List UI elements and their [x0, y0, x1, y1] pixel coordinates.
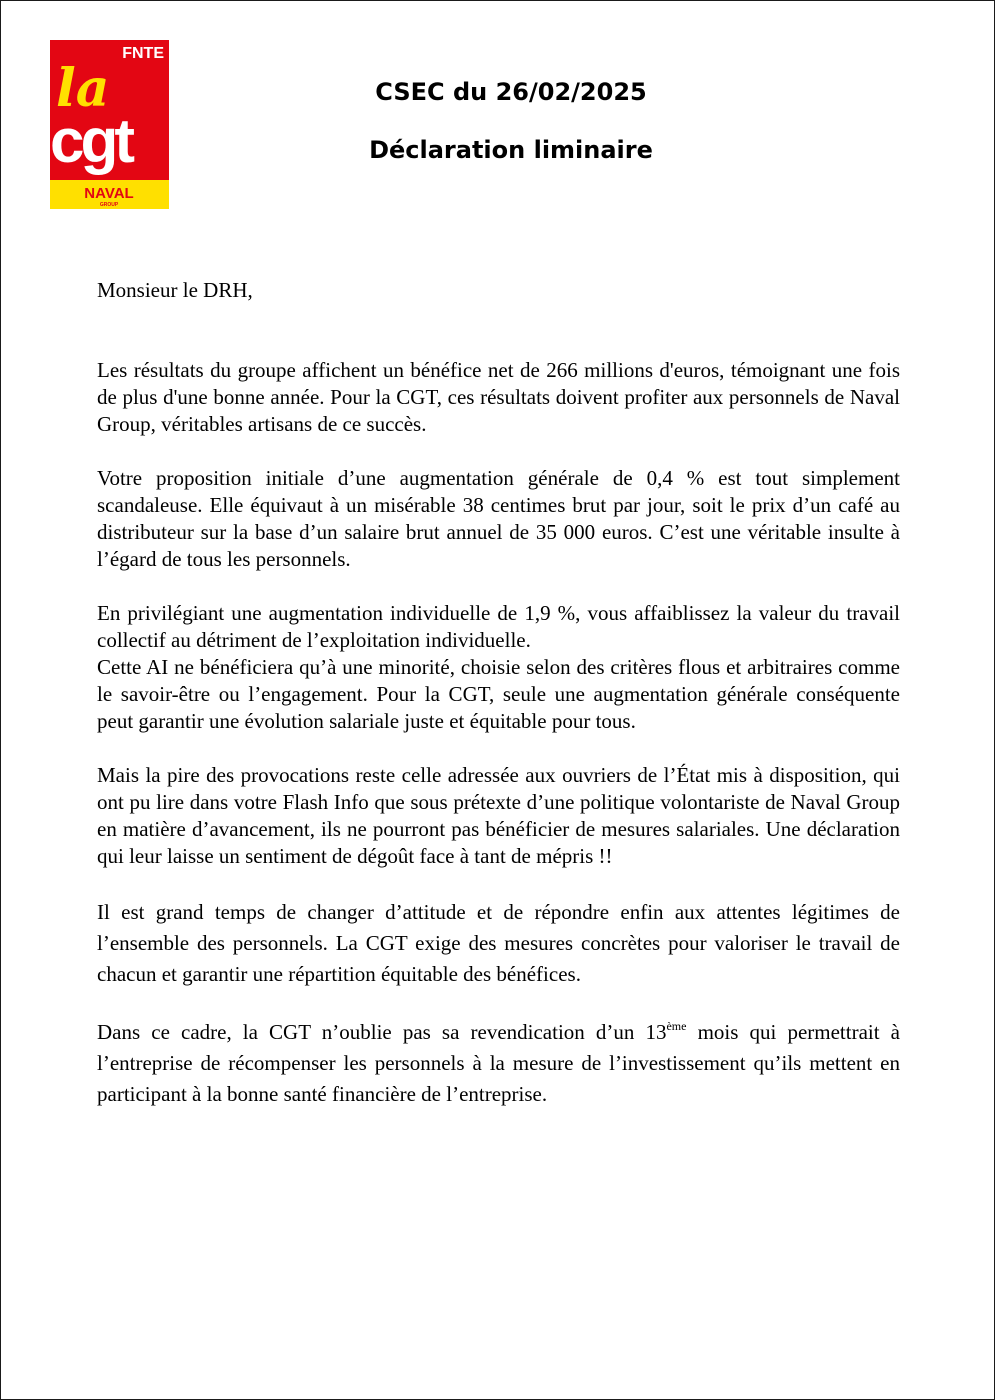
document-subtitle: Déclaration liminaire: [369, 136, 653, 164]
letter-body: [97, 277, 900, 1110]
paragraph-provocation: Mais la pire des provocations reste celle adressée aux ouvriers de l’État mis à disposition, qui ont pu lire dans votre Flash Info que sous prétexte d’une politique volontariste de Naval Group en matière d’avancement, ils ne pourront pas bénéficier de mesures salariales. Une déclaration qui leur laisse un sentiment de dégoût face à tant de mépris !!: [97, 763, 900, 868]
logo-fnte-text: FNTE: [122, 45, 164, 62]
cgt-naval-logo: [50, 40, 169, 209]
logo-cgt-text: cgt: [50, 107, 131, 176]
paragraph-13th-month: [97, 1017, 900, 1110]
paragraph-change-attitude: Il est grand temps de changer d’attitude et de répondre enfin aux attentes légitimes de l’ensemble des personnels. La CGT exige des mesures concrètes pour valoriser le travail de chacun et garantir une répartition équitable des bénéfices.: [97, 900, 900, 986]
document-header: [301, 75, 721, 167]
logo-naval-text: NAVAL: [84, 185, 134, 202]
paragraph-13th-month-start: Dans ce cadre, la CGT n’oublie pas sa revendication d’un 13: [97, 1020, 667, 1044]
logo-group-text: GROUP: [99, 202, 119, 208]
superscript-eme: ème: [666, 1019, 687, 1033]
paragraph-proposal: Votre proposition initiale d’une augmentation générale de 0,4 % est tout simplement scandaleuse. Elle équivaut à un misérable 38 centimes brut par jour, soit le prix d’un café au distributeur sur la base d’un salaire brut annuel de 35 000 euros. C’est une véritable insulte à l’égard de tous les personnels.: [97, 466, 900, 571]
letter-greeting: Monsieur le DRH,: [97, 278, 253, 302]
logo-la-text: la: [56, 58, 110, 119]
paragraph-ai-minority: Cette AI ne bénéficiera qu’à une minorité, choisie selon des critères flous et arbitraires comme le savoir-être ou l’engagement. Pour la CGT, seule une augmentation générale conséquente peut garantir une évolution salariale juste et équitable pour tous.: [97, 655, 900, 733]
paragraph-13th-month-end: mois qui permettrait à l’entreprise de récompenser les personnels à la mesure de l’investissement qu’ils mettent en participant à la bonne santé financière de l’entreprise.: [97, 1020, 900, 1106]
document-title: CSEC du 26/02/2025: [375, 78, 647, 106]
paragraph-results: Les résultats du groupe affichent un bénéfice net de 266 millions d'euros, témoignant une fois de plus d'une bonne année. Pour la CGT, ces résultats doivent profiter aux personnels de Naval Group, véritables artisans de ce succès.: [97, 358, 900, 436]
paragraph-individual-raise: En privilégiant une augmentation individuelle de 1,9 %, vous affaiblissez la valeur du travail collectif au détriment de l’exploitation individuelle.: [97, 601, 900, 652]
